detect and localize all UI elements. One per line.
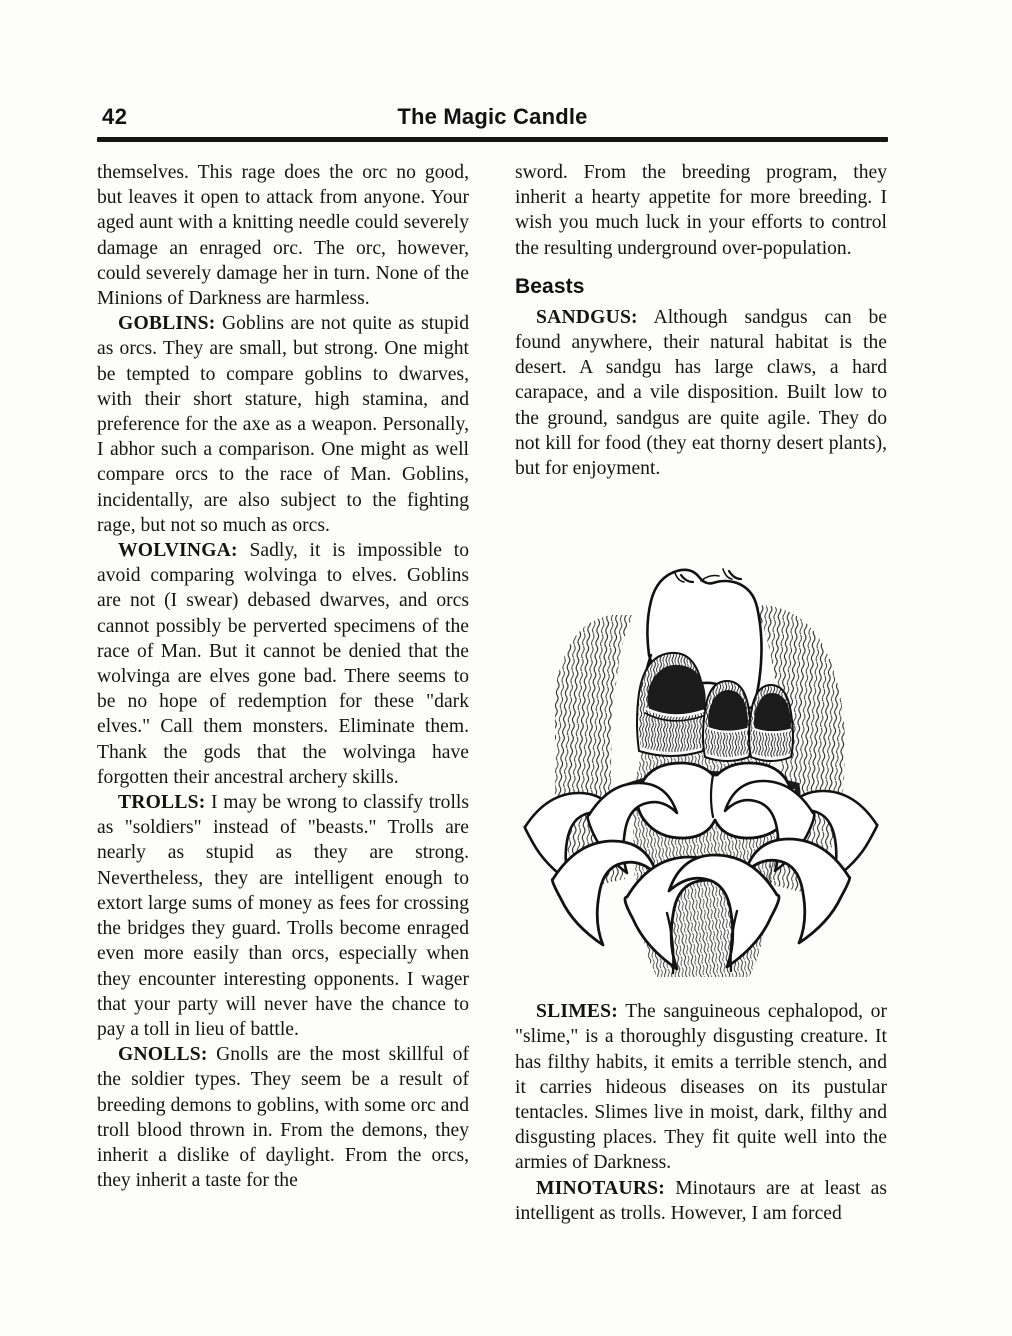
paragraph-lead-gnolls: GNOLLS: — [118, 1044, 208, 1066]
paragraph-wolvinga — [97, 538, 469, 790]
paragraph-lead-goblins: GOBLINS: — [118, 313, 216, 335]
header-rule — [97, 137, 888, 142]
left-column — [97, 160, 469, 1300]
paragraph-text: Sadly, it is impossible to avoid comparing wolvinga to elves. Goblins are not (I swear) debased dwarves, and orcs cannot possibly be perverted specimens of the race of Man. But it cannot be denied that the wolvinga are elves gone bad. There seems to be no hope of redemption for these "dark elves." Call them monsters. Eliminate them. Thank the gods that the wolvinga have forgotten their ancestral archery skills. — [97, 540, 469, 788]
paragraph-slimes — [515, 999, 887, 1175]
paragraph-text: Minotaurs are at least as intelligent as trolls. However, I am forced — [515, 1177, 887, 1224]
paragraph-minotaurs — [515, 1176, 887, 1226]
sandgu-illustration — [515, 497, 887, 989]
paragraph-text: The sanguineous cephalopod, or "slime," is a thoroughly disgusting creature. It has filthy habits, it emits a terrible stench, and it carries hideous diseases on its pustular tentacles. Slimes live in moist, dark, filthy and disgusting places. They fit quite well into the armies of Darkness. — [515, 1001, 887, 1174]
paragraph-lead-wolvinga: WOLVINGA: — [118, 540, 238, 562]
section-heading-beasts: Beasts — [515, 274, 585, 298]
paragraph-lead-sandgus: SANDGUS: — [536, 306, 638, 328]
paragraph-gnolls-continued — [515, 160, 887, 261]
paragraph-text: sword. From the breeding program, they inherit a hearty appetite for more breeding. I wish you much luck in your efforts to control the resulting underground over-population. — [515, 162, 887, 259]
two-column-body — [97, 160, 888, 1300]
paragraph-trolls — [97, 790, 469, 1042]
paragraph-goblins — [97, 311, 469, 538]
paragraph-lead-slimes: SLIMES: — [536, 1001, 618, 1023]
paragraph-sandgus — [515, 305, 887, 481]
paragraph-text: themselves. This rage does the orc no good, but leaves it open to attack from anyone. Your aged aunt with a knitting needle could severely damage an enraged orc. The orc, however, could severely damage her in turn. None of the Minions of Darkness are harmless. — [97, 162, 469, 310]
paragraph-gnolls — [97, 1042, 469, 1193]
paragraph-text: Goblins are not quite as stupid as orcs. They are small, but strong. One might be tempted to compare goblins to dwarves, with their short stature, high stamina, and preference for the axe as a weapon. Personally, I abhor such a comparison. One might as well compare orcs to the race of Man. Goblins, incidentally, are also subject to the fighting rage, but not so much as orcs. — [97, 313, 469, 536]
right-column — [515, 160, 887, 1300]
running-head-title: The Magic Candle — [397, 104, 588, 129]
page-number: 42 — [102, 104, 128, 129]
paragraph-text: Although sandgus can be found anywhere, their natural habitat is the desert. A sandgu has large claws, a hard carapace, and a vile disposition. Built low to the ground, sandgus are quite agile. They do not kill for food (they eat thorny desert plants), but for enjoyment. — [515, 306, 887, 480]
paragraph-lead-minotaurs: MINOTAURS: — [536, 1177, 665, 1199]
paragraph-text: Gnolls are the most skillful of the soldier types. They seem be a result of breeding demons to goblins, with some orc and troll blood thrown in. From the demons, they inherit a dislike of daylight. From the orcs, they inherit a taste for the — [97, 1044, 469, 1192]
paragraph-text: I may be wrong to classify trolls as "soldiers" instead of "beasts." Trolls are nearly as stupid as they are strong. Nevertheless, they are intelligent enough to extort large sums of money as fees for crossing the bridges they guard. Trolls become enraged even more easily than orcs, especially when they encounter interesting opponents. I wager that your party will never have the chance to pay a toll in lieu of battle. — [97, 792, 469, 1040]
paragraph-orcs-continued — [97, 160, 469, 311]
paragraph-lead-trolls: TROLLS: — [118, 792, 206, 814]
